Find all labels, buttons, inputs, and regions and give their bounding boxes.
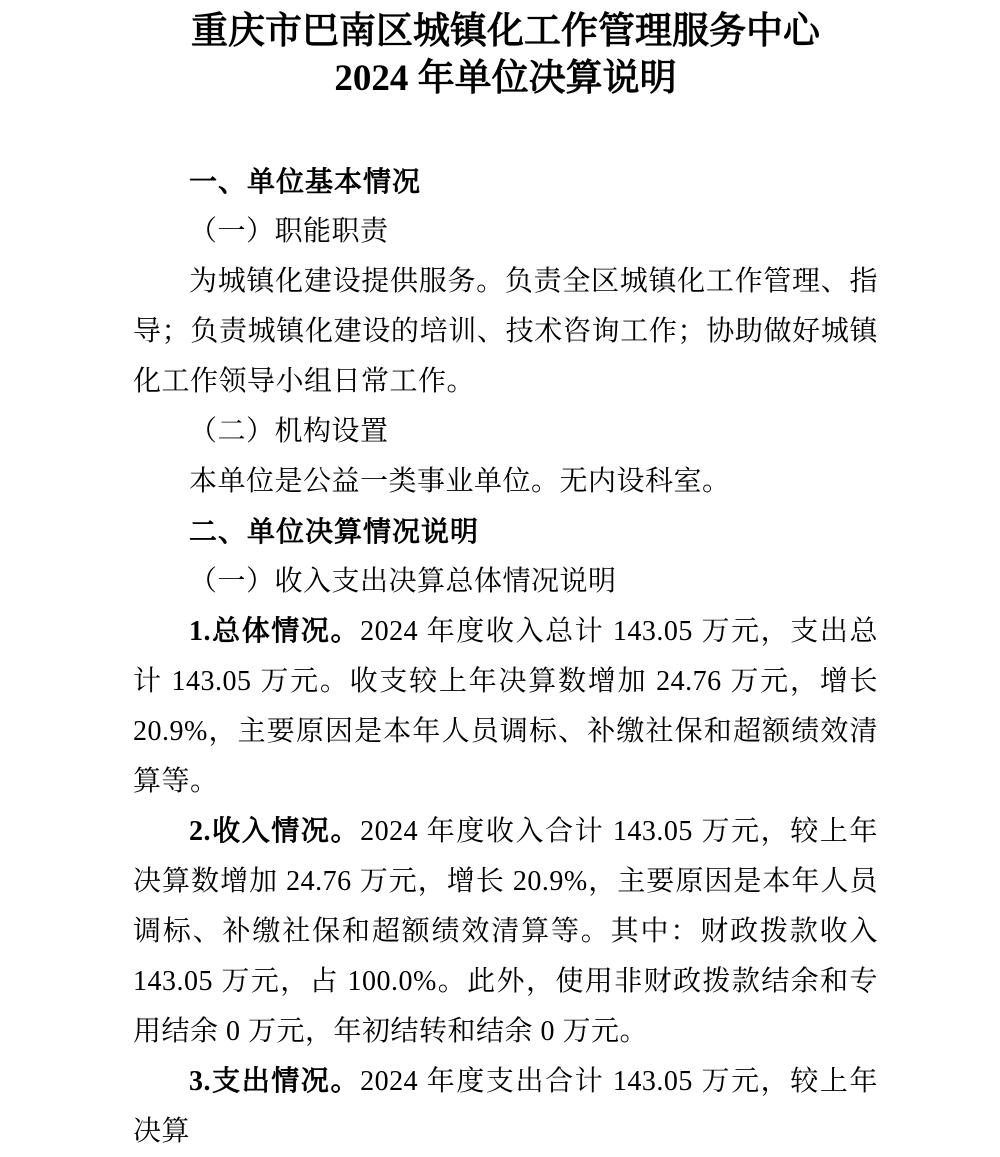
document-title <box>133 8 878 102</box>
paragraph-org-structure: 本单位是公益一类事业单位。无内设科室。 <box>189 466 731 497</box>
subsection-heading-1-2: （二）机构设置 <box>189 416 389 447</box>
paragraph-overall-lead: 1.总体情况。 <box>189 616 361 647</box>
paragraph-overall-text: 2024 年度收入总计 143.05 万元，支出总计 143.05 万元。收支较上年决算数增加 24.76 万元，增长 20.9%，主要原因是本年人员调标、补缴社保和超额绩效清算等。 <box>133 616 878 797</box>
subsection-heading-1-1: （一）职能职责 <box>189 216 389 247</box>
section-heading-2: 二、单位决算情况说明 <box>189 516 480 547</box>
subsection-heading-2-1: （一）收入支出决算总体情况说明 <box>189 566 617 597</box>
paragraph-income-situation <box>133 807 878 1057</box>
paragraph-expenditure-situation <box>133 1057 878 1157</box>
paragraph-duties: 为城镇化建设提供服务。负责全区城镇化工作管理、指导；负责城镇化建设的培训、技术咨询工作；协助做好城镇化工作领导小组日常工作。 <box>133 266 878 397</box>
paragraph-income-lead: 2.收入情况。 <box>189 816 361 847</box>
paragraph-expenditure-text: 2024 年度支出合计 143.05 万元，较上年决算 <box>133 1066 878 1147</box>
paragraph-overall-situation <box>133 607 878 807</box>
section-heading-1: 一、单位基本情况 <box>189 166 422 197</box>
paragraph-income-text: 2024 年度收入合计 143.05 万元，较上年决算数增加 24.76 万元，增长 20.9%，主要原因是本年人员调标、补缴社保和超额绩效清算等。其中：财政拨款收入 143.05 万元，占 100.0%。此外，使用非财政拨款结余和专用结余 0 万元，年初结转和结余 0 万元。 <box>133 816 878 1047</box>
document-title-line-2: 2024 年单位决算说明 <box>334 58 677 99</box>
paragraph-expenditure-lead: 3.支出情况。 <box>189 1066 361 1097</box>
document-title-line-1: 重庆市巴南区城镇化工作管理服务中心 <box>191 11 820 52</box>
